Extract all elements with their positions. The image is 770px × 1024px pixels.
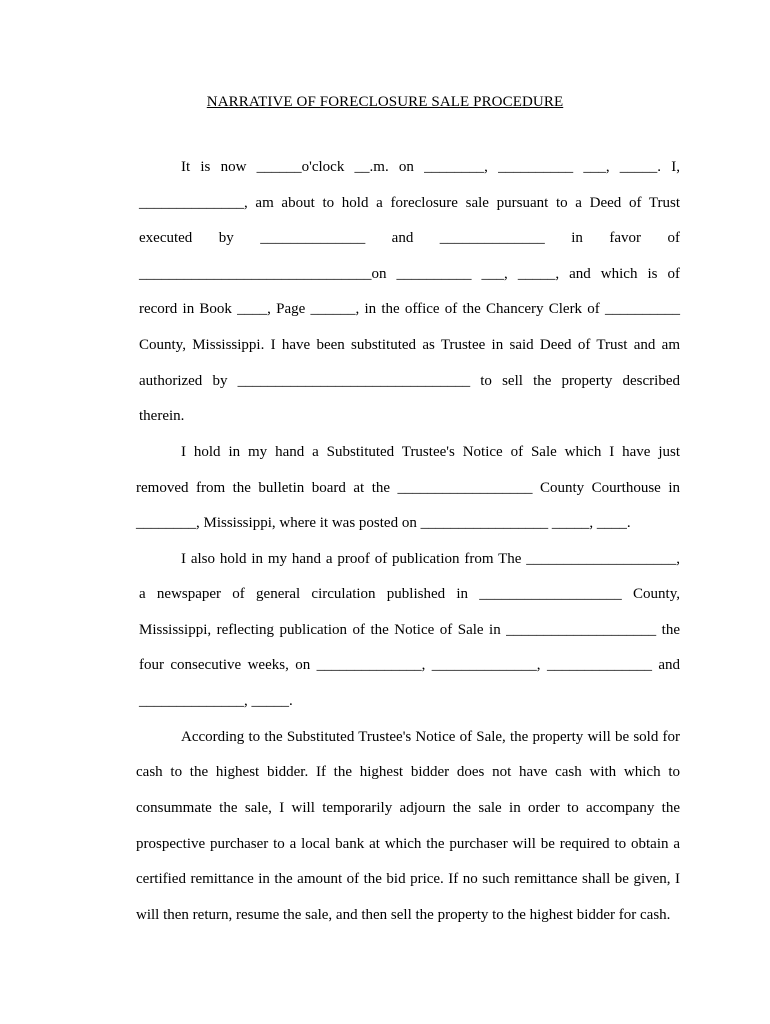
paragraph-2-line-3: ________, Mississippi, where it was posted on _________________ _____, ____. xyxy=(136,515,631,531)
paragraph-3-line-3: Mississippi, reflecting publication of the Notice of Sale in ____________________ the xyxy=(139,622,680,638)
paragraph-4-line-6: will then return, resume the sale, and then sell the property to the highest bidder for cash. xyxy=(136,907,671,923)
document-body xyxy=(136,157,680,937)
paragraph-1-line-7: authorized by _______________________________ to sell the property described xyxy=(139,373,680,389)
paragraph-4-line-3: consummate the sale, I will temporarily adjourn the sale in order to accompany the xyxy=(136,800,680,816)
paragraph-1-line-5: record in Book ____, Page ______, in the office of the Chancery Clerk of __________ xyxy=(139,301,680,317)
paragraph-1-line-4: _______________________________on __________ ___, _____, and which is of xyxy=(139,266,680,282)
paragraph-1-line-1: It is now ______o'clock __.m. on ________, __________ ___, _____. I, xyxy=(181,159,680,175)
paragraph-4-line-1: According to the Substituted Trustee's Notice of Sale, the property will be sold for xyxy=(181,729,680,745)
paragraph-3-line-1: I also hold in my hand a proof of publication from The ____________________, xyxy=(181,551,680,567)
paragraph-1-line-2: ______________, am about to hold a foreclosure sale pursuant to a Deed of Trust xyxy=(139,195,680,211)
paragraph-4-line-5: certified remittance in the amount of the bid price. If no such remittance shall be given, I xyxy=(136,871,680,887)
document-title: NARRATIVE OF FORECLOSURE SALE PROCEDURE xyxy=(206,94,564,110)
paragraph-1-line-6: County, Mississippi. I have been substituted as Trustee in said Deed of Trust and am xyxy=(139,337,680,353)
paragraph-3-line-2: a newspaper of general circulation published in ___________________ County, xyxy=(139,586,680,602)
paragraph-2-line-2: removed from the bulletin board at the __________________ County Courthouse in xyxy=(136,480,680,496)
paragraph-3-line-5: ______________, _____. xyxy=(139,693,293,709)
paragraph-1-line-3: executed by ______________ and ______________ in favor of xyxy=(139,230,680,246)
paragraph-1-line-8: therein. xyxy=(139,408,185,424)
paragraph-2-line-1: I hold in my hand a Substituted Trustee's Notice of Sale which I have just xyxy=(181,444,680,460)
paragraph-4-line-4: prospective purchaser to a local bank at which the purchaser will be required to obtain a xyxy=(136,836,680,852)
paragraph-4-line-2: cash to the highest bidder. If the highest bidder does not have cash with which to xyxy=(136,764,680,780)
paragraph-3-line-4: four consecutive weeks, on ______________, ______________, ______________ and xyxy=(139,657,680,673)
